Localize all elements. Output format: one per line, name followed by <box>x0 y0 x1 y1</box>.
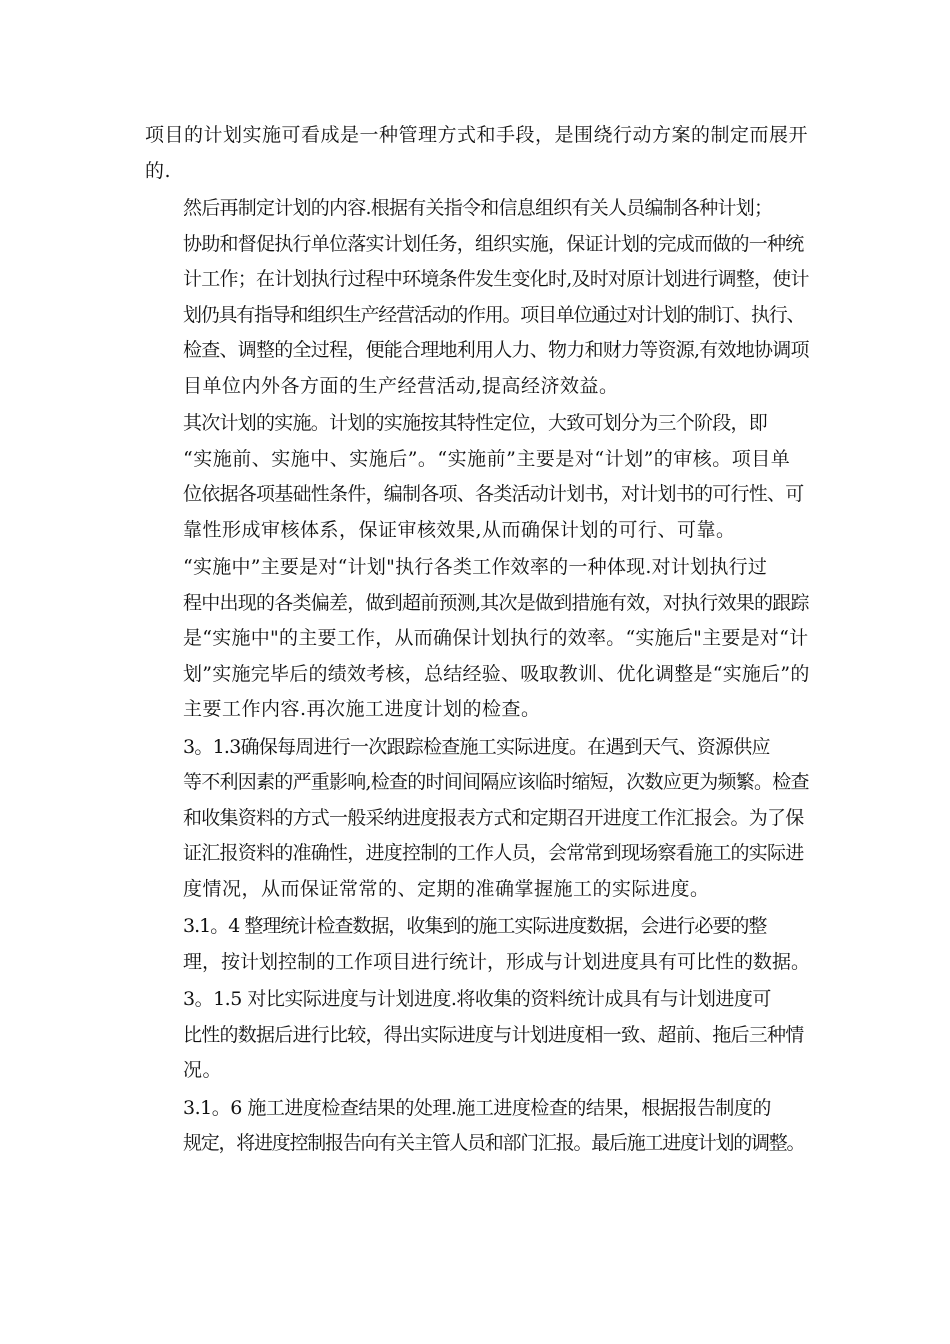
text-line: 项目的计划实施可看成是一种管理方式和手段，是围绕行动方案的制定而展开 <box>145 124 809 146</box>
paragraph <box>145 118 810 189</box>
text-line: 是“实施中"的主要工作，从而确保计划执行的效率。“实施后"主要是对“计 <box>183 627 809 649</box>
text-line: 规定，将进度控制报告向有关主管人员和部门汇报。最后施工进度计划的调整。 <box>183 1132 805 1154</box>
text-line: 3.1。4 整理统计检查数据，收集到的施工实际进度数据，会进行必要的整 <box>183 915 767 937</box>
text-line: 然后再制定计划的内容.根据有关指令和信息组织有关人员编制各种计划； <box>183 197 773 219</box>
text-line: “实施前、实施中、实施后”。“实施前”主要是对“计划”的审核。项目单 <box>183 447 791 470</box>
text-line: 的. <box>145 159 172 182</box>
text-line: 3.1。6 施工进度检查结果的处理.施工进度检查的结果，根据报告制度的 <box>183 1096 771 1119</box>
text-line: “实施中”主要是对“计划"执行各类工作效率的一种体现.对计划执行过 <box>183 556 768 578</box>
paragraph <box>145 406 810 548</box>
text-line: 理，按计划控制的工作项目进行统计，形成与计划进度具有可比性的数据。 <box>183 950 811 973</box>
text-line: 程中出现的各类偏差，做到超前预测,其次是做到措施有效，对执行效果的跟踪 <box>183 591 809 614</box>
text-line: 协助和督促执行单位落实计划任务，组织实施，保证计划的完成而做的一种统 <box>183 232 804 255</box>
text-line: 证汇报资料的准确性，进度控制的工作人员，会常常到现场察看施工的实际进 <box>183 842 804 864</box>
text-line: 位依据各项基础性条件，编制各项、各类活动计划书，对计划书的可行性、可 <box>183 483 804 505</box>
text-line: 主要工作内容.再次施工进度计划的检查。 <box>183 698 541 720</box>
text-line: 检查、调整的全过程，便能合理地利用人力、物力和财力等资源,有效地协调项 <box>183 339 809 361</box>
text-line: 目单位内外各方面的生产经营活动,提高经济效益。 <box>183 374 619 397</box>
text-line: 3。1.3确保每周进行一次跟踪检查施工实际进度。在遇到天气、资源供应 <box>183 735 770 758</box>
paragraph <box>145 1091 810 1162</box>
text-line: 划仍具有指导和组织生产经营活动的作用。项目单位通过对计划的制订、执行、 <box>183 303 805 326</box>
text-line: 况。 <box>183 1059 223 1081</box>
text-line: 其次计划的实施。计划的实施按其特性定位，大致可划分为三个阶段，即 <box>183 412 768 434</box>
paragraph <box>145 191 810 404</box>
paragraph <box>145 550 810 728</box>
paragraph <box>145 982 810 1089</box>
text-line: 等不利因素的严重影响,检查的时间间隔应该临时缩短，次数应更为频繁。检查 <box>183 771 809 793</box>
text-line: 和收集资料的方式一般采纳进度报表方式和定期召开进度工作汇报会。为了保 <box>183 806 804 829</box>
document-body <box>145 118 810 1162</box>
text-line: 比性的数据后进行比较，得出实际进度与计划进度相一致、超前、拖后三种情 <box>183 1023 804 1046</box>
text-line: 度情况，从而保证常常的、定期的准确掌握施工的实际进度。 <box>183 877 710 900</box>
text-line: 划”实施完毕后的绩效考核，总结经验、吸取教训、优化调整是“实施后”的 <box>183 662 810 685</box>
paragraph <box>145 730 810 908</box>
text-line: 计工作；在计划执行过程中环境条件发生变化时,及时对原计划进行调整，使计 <box>183 268 809 290</box>
paragraph <box>145 909 810 980</box>
document-page <box>145 118 810 1164</box>
text-line: 靠性形成审核体系，保证审核效果,从而确保计划的可行、可靠。 <box>183 518 736 541</box>
text-line: 3。1.5 对比实际进度与计划进度.将收集的资料统计成具有与计划进度可 <box>183 988 771 1010</box>
